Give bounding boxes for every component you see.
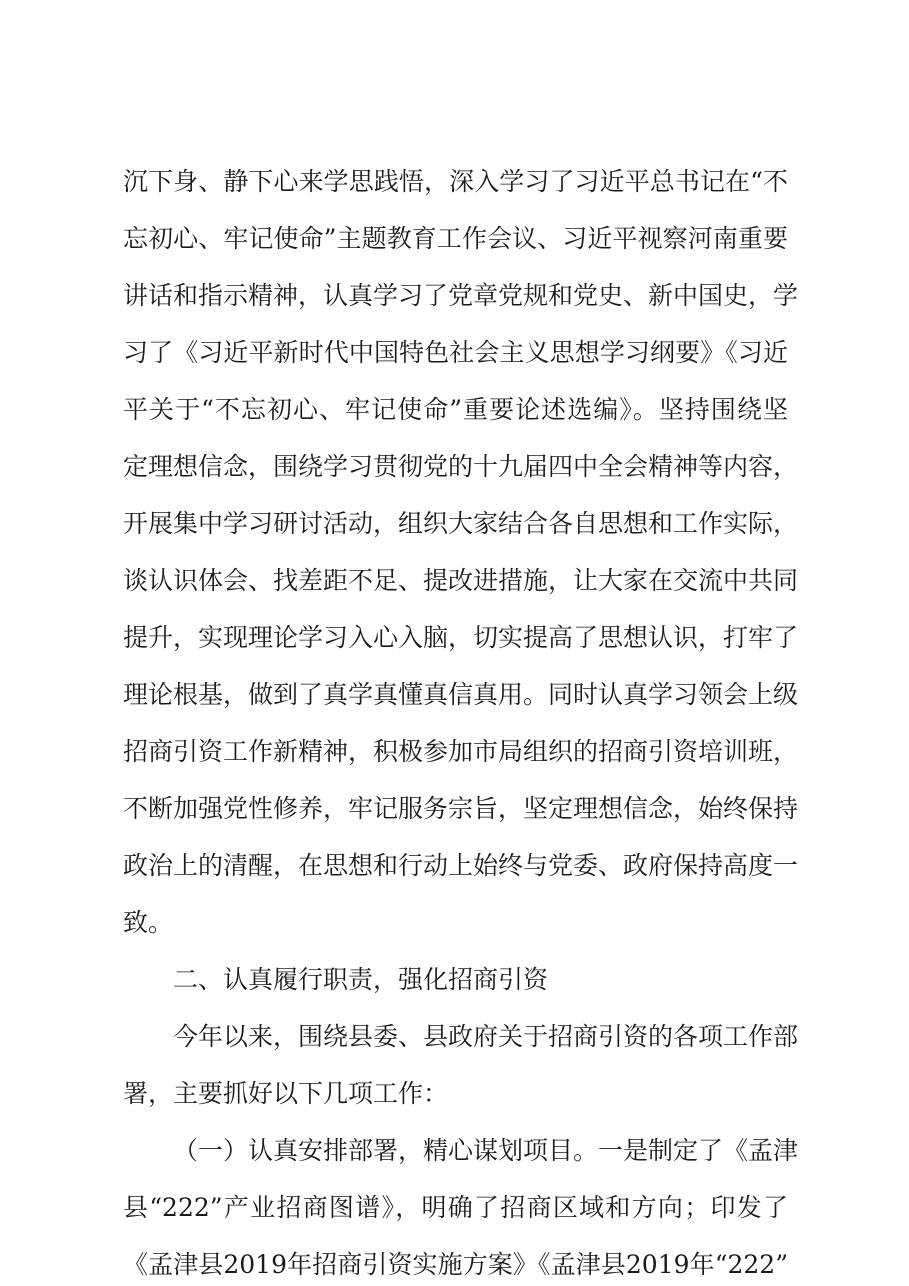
paragraph-line: 习了《习近平新时代中国特色社会主义思想学习纲要》《习近 (123, 338, 788, 367)
paragraph-line: 署，主要抓好以下几项工作： (123, 1079, 449, 1108)
paragraph-line: （一）认真安排部署，精心谋划项目。一是制定了《孟津 (173, 1136, 799, 1165)
paragraph-line: 开展集中学习研讨活动，组织大家结合各自思想和工作实际， (123, 509, 799, 538)
paragraph-line: 招商引资工作新精神，积极参加市局组织的招商引资培训班， (123, 737, 799, 766)
section-heading: 二、认真履行职责，强化招商引资 (173, 965, 549, 994)
paragraph-line: 平关于“不忘初心、牢记使命”重要论述选编》。坚持围绕坚 (123, 395, 788, 424)
paragraph-line: 忘初心、牢记使命”主题教育工作会议、习近平视察河南重要 (123, 224, 788, 253)
paragraph-line: 致。 (123, 908, 174, 937)
paragraph-line: 理论根基，做到了真学真懂真信真用。同时认真学习领会上级 (123, 680, 799, 709)
paragraph-line: 沉下身、静下心来学思践悟，深入学习了习近平总书记在“不 (123, 167, 788, 196)
paragraph-line: 提升，实现理论学习入心入脑，切实提高了思想认识，打牢了 (123, 623, 799, 652)
paragraph-line: 谈认识体会、找差距不足、提改进措施，让大家在交流中共同 (123, 566, 799, 595)
paragraph-line: 县“222”产业招商图谱》，明确了招商区域和方向；印发了 (123, 1193, 788, 1222)
paragraph-line: 《孟津县2019年招商引资实施方案》《孟津县2019年“222” (123, 1250, 788, 1279)
paragraph-line: 讲话和指示精神，认真学习了党章党规和党史、新中国史，学 (123, 281, 799, 310)
paragraph-line: 定理想信念，围绕学习贯彻党的十九届四中全会精神等内容， (123, 452, 799, 481)
paragraph-line: 今年以来，围绕县委、县政府关于招商引资的各项工作部 (173, 1022, 799, 1051)
paragraph-line: 不断加强党性修养，牢记服务宗旨，坚定理想信念，始终保持 (123, 794, 799, 823)
paragraph-line: 政治上的清醒，在思想和行动上始终与党委、政府保持高度一 (123, 851, 799, 880)
